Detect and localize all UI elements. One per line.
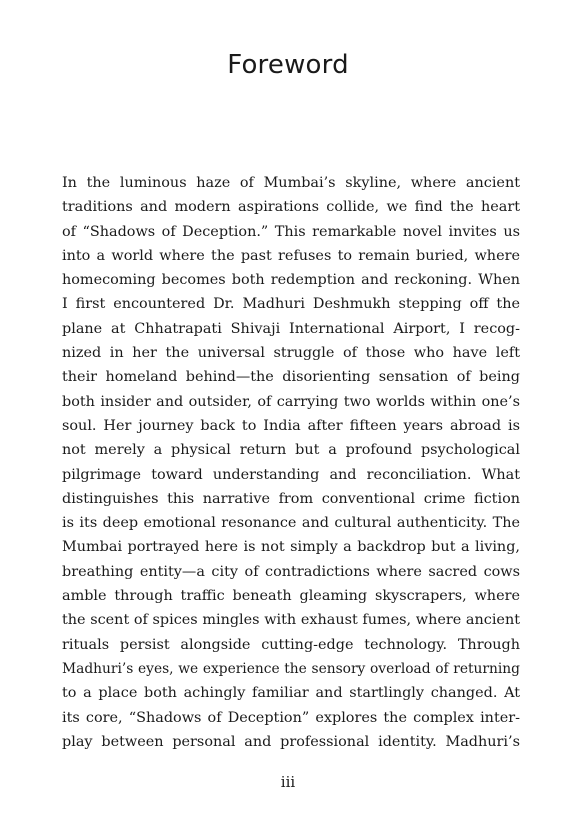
- chapter-title: Foreword: [227, 50, 349, 80]
- text-line: breathing entity—a city of contradictions where sacred cows: [62, 563, 520, 580]
- text-line: Madhuri’s eyes, we experience the sensory overload of returning: [62, 660, 520, 677]
- text-line: homecoming becomes both redemption and reckoning. When: [62, 272, 520, 289]
- text-line: In the luminous haze of Mumbai’s skyline, where ancient: [62, 175, 520, 191]
- text-line: to a place both achingly familiar and startlingly changed. At: [62, 685, 520, 702]
- text-line: I first encountered Dr. Madhuri Deshmukh stepping off the: [62, 296, 520, 313]
- text-line: the scent of spices mingles with exhaust fumes, where ancient: [62, 612, 520, 629]
- foreword-body: [62, 171, 520, 754]
- text-line: is its deep emotional resonance and cultural authenticity. The: [62, 515, 520, 532]
- text-line: play between personal and professional identity. Madhuri’s: [62, 733, 520, 750]
- text-line: nized in her the universal struggle of those who have left: [62, 345, 520, 362]
- text-line: soul. Her journey back to India after fifteen years abroad is: [62, 417, 520, 434]
- text-line: its core, “Shadows of Deception” explores the complex inter-: [62, 709, 520, 726]
- text-line: traditions and modern aspirations collide, we find the heart: [62, 199, 520, 216]
- text-line: amble through traffic beneath gleaming skyscrapers, where: [62, 588, 520, 605]
- text-line: not merely a physical return but a profound psychological: [62, 442, 520, 459]
- text-line: distinguishes this narrative from conventional crime fiction: [62, 490, 520, 507]
- text-line: into a world where the past refuses to remain buried, where: [62, 247, 520, 264]
- text-line: of “Shadows of Deception.” This remarkable novel invites us: [62, 223, 520, 240]
- page-number: iii: [280, 773, 296, 791]
- text-line: plane at Chhatrapati Shivaji International Airport, I recog-: [62, 320, 520, 337]
- text-line: their homeland behind—the disorienting sensation of being: [62, 369, 520, 386]
- text-line: both insider and outsider, of carrying two worlds within one’s: [62, 393, 520, 410]
- text-line: rituals persist alongside cutting-edge technology. Through: [62, 636, 520, 653]
- text-line: pilgrimage toward understanding and reconciliation. What: [62, 466, 520, 483]
- text-line: Mumbai portrayed here is not simply a backdrop but a living,: [62, 539, 520, 556]
